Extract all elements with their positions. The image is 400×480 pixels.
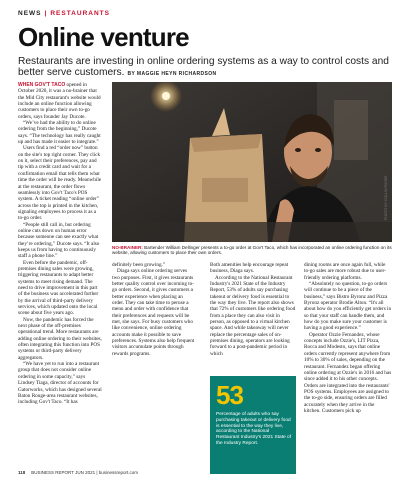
page-footer [18, 470, 138, 475]
deck-text: Restaurants are investing in online ordering systems as a way to control costs and better serve customers. [18, 56, 389, 78]
body-paragraph: definitely been growing.” [112, 262, 166, 268]
body-paragraph: “People still call in, but ordering online cuts down on human error because someone can see exactly what they’re ordering,” Ducote says. “It also keeps us from having to continuously staff a phone line.” [18, 221, 100, 260]
caption-label: NO-BRAINER: [112, 245, 143, 250]
body-paragraph: WHEN GOV'T TACO opened in October 2020, it was a no-brainer that the Mid City restaurant's website would include an online function allowing customers to place their own to-go orders, says founder Jay Ducote. [18, 82, 101, 120]
body-paragraph: According to the National Restaurant Industry's 2021 State of the Industry Report, 53% of adults say purchasing takeout or delivery food is essential to the way they live. The report also shows that 72% of customers like ordering food from a place they can also visit in person, as opposed to a virtual kitchen space. And while takeaway will never replace the percentage sales of on-premises dining, operators are looking forward to a post-pandemic period in which [210, 274, 296, 357]
feature-photo [112, 82, 392, 242]
section-secondary: RESTAURANTS [50, 10, 110, 17]
body-column-4 [304, 262, 392, 474]
body-paragraph: Diaga says online ordering serves two purposes. First, it gives restaurants better quality control over incoming to-go orders. Second, it gives customers a better experience when placing an order. They can take time to peruse a menu and order with confidence that their preferences and requests will be met, she says. For busy customers who like convenience, online ordering accounts make it possible to save preferences. Systems also help frequent visitors accumulate points through rewards programs. [112, 268, 195, 357]
body-column-1 [18, 82, 102, 474]
deck [18, 56, 390, 80]
byline: BY MAGGIE HEYN RICHARDSON [127, 71, 217, 77]
section-separator: | [44, 10, 48, 17]
body-paragraph: dining rooms are once again full, while to-go sales are more robust due to user-friendly ordering platforms. [304, 262, 386, 281]
body-paragraph: Even before the pandemic, off-premises dining sales were growing, triggering restaurants to adapt better systems to meet rising demand. The need to drive improvement in this part of the business was accelerated further by the arrival of third-party delivery services, which updated onto the local scene about five years ago. [18, 259, 99, 317]
section-label [18, 10, 110, 17]
page-number: 118 [18, 470, 26, 475]
lead-in: WHEN GOV'T TACO [18, 82, 66, 88]
body-paragraph: Operator Ozzie Fernandez, whose concepts include Ozzie's, LIT Pizza, Rocca and Modesto, says that online orders currently represent anywhere from 10% to 30% of sales, depending on the restaurant. Fernandez began offering online ordering at Ozzie's in 2016 and has since added it to his other concepts. Orders are integrated into the restaurants' POS systems. Employees are assigned to the to-go side, ensuring orders are filled accurately when they arrive in the kitchen. Customers pick up [304, 331, 392, 414]
body-column-3 [210, 262, 296, 370]
stat-text: Percentage of adults who say purchasing takeout or delivery food is essential to the way they live, according to the National Restaurant Industry's 2021 State of the Industry Report. [216, 412, 292, 446]
section-primary: NEWS [18, 10, 42, 17]
caption-text: Bartender William Dellinger presents a to-go order at Gov't Taco, which has incorporated an online ordering function on its website, allowing customers to place their own orders. [112, 245, 392, 256]
footer-text: BUSINESS REPORT JUN 2021 | businessreport.com [31, 470, 139, 475]
body-paragraph: Users find a red “order now” button on the site's top right corner. They click on it, select their preferences, pay and tip with a credit card and wait for a confirmation email that tells them what time the order will be ready. Meanwhile at the restaurant, the order flows seamlessly into Gov't Taco's POS system. A ticket reading “online order” across the top is printed in the kitchen, signaling employees to process it as a to-go order. [18, 145, 102, 222]
body-paragraph: Now, the pandemic has forced the next phase of the off-premises operational trend. More restaurants are adding online ordering to their websites, often integrating this function into POS systems or third-party delivery aggregators. [18, 316, 102, 361]
body-paragraph: “We’ve had the ability to do online ordering from the beginning,” Ducote says. “The technology has really caught up and has made it easier to integrate.” [18, 120, 101, 146]
body-column-2 [112, 262, 196, 462]
photo-caption [112, 245, 392, 256]
stat-number: 53 [216, 380, 243, 410]
photo-illustration [112, 82, 392, 242]
stat-callout [210, 376, 296, 474]
headline: Online venture [18, 22, 189, 52]
body-paragraph: Both amenities help encourage repeat business, Diaga says. [210, 262, 289, 275]
body-paragraph: “We have yet to run into a restaurant group that does not consider online ordering in some capacity,” says Lindsey Tiaga, director of accounts for Gatorworks, which has designed several Baton Rouge-area restaurant websites, including Gov't Taco. “It has [18, 361, 102, 406]
photo-credit: PHOTO BY COLLIN RICHIE [384, 175, 388, 220]
body-paragraph: “Absolutely no question, to-go orders will continue to be a piece of the business,” says Bistro Byronz and Pizza Byronz operator Brodie Alton. “It's all about how do you efficiently get orders in so that your staff can handle them, and how do you make sure your customer is having a good experience.” [304, 281, 392, 332]
